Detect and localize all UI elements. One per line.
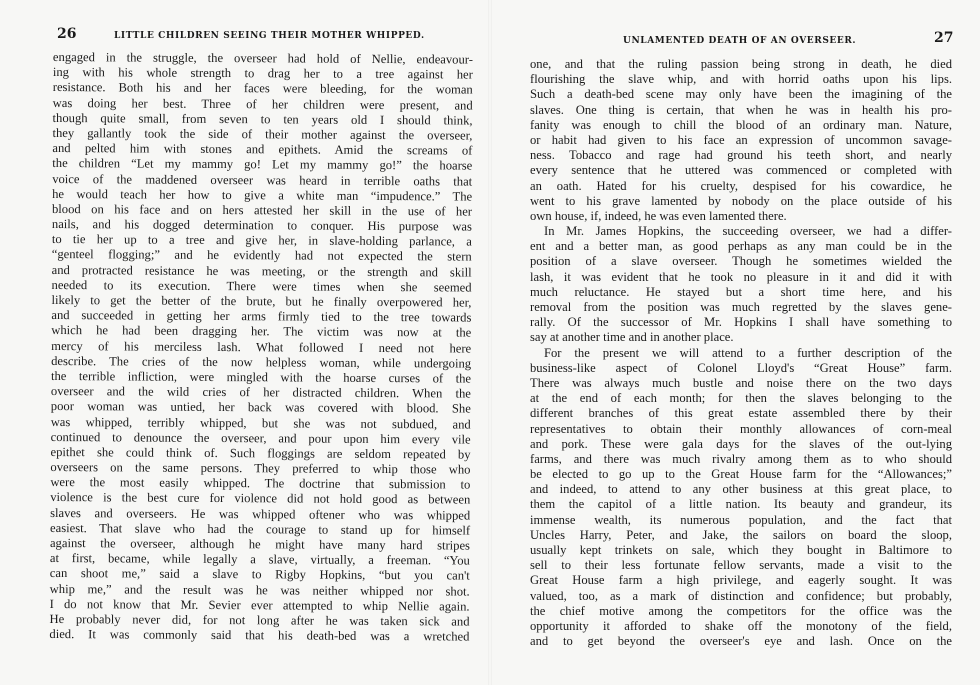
text-line: own house, if, indeed, he was even lamented there. <box>530 208 787 223</box>
text-line: sell to their less fortunate fellow servants, made a visit to the <box>530 558 952 573</box>
text-line: engaged in the struggle, the overseer had hold of Nellie, endeavour- <box>52 50 473 67</box>
text-line: and pork. These were gala days for the slaves of the out-lying <box>530 436 952 451</box>
text-line: died. It was commonly said that his death-bed was a wretched <box>49 627 470 644</box>
text-line: farms, and there was much rivalry among them as to who should <box>530 451 952 466</box>
text-line: different branches of this great estate assembled there by their <box>530 406 952 421</box>
text-line: were the most easily whipped. The doctrine that submission to <box>50 475 471 492</box>
text-line: ing with his whole strength to drag her to a tree against her <box>52 65 473 82</box>
text-line: mercy of his merciless lash. What followed I need not here <box>51 338 472 356</box>
text-line: poor woman was untied, her back was covered with blood. She <box>50 399 471 416</box>
text-line: removal from the position was much regretted by the slaves gene- <box>530 300 952 314</box>
text-line: and protracted resistance he was meeting, or the strength and skill <box>51 262 472 280</box>
text-line: went to his grave lamented by nobody on the place outside of his <box>530 193 952 208</box>
text-line: fanity was enough to chill the blood of an ordinary man. Nature, <box>530 117 952 132</box>
text-line: and to get beyond the overseer's eye and lash. Once on the <box>530 634 952 649</box>
text-line: lash, it was evident that he took no pleasure in it and did it with <box>530 269 952 284</box>
text-line: was doing her best. Three of her children were present, and <box>52 95 473 113</box>
text-line: ent and a better man, as good perhaps as any man could be in the <box>530 239 952 254</box>
text-line: Great House farm a high privilege, and eagerly sought. It was <box>530 573 952 588</box>
text-line: nails, and his dogged determination to conquer. His purpose was <box>51 217 472 234</box>
text-line: the chief motive among the competitors for the office was the <box>530 603 952 618</box>
text-line: they gallantly took the side of their mother against the overseer, <box>52 125 473 143</box>
text-line: whip me,” and the result was he was neither whipped nor shot. <box>49 581 470 599</box>
body-text <box>49 50 473 645</box>
text-line: For the present we will attend to a further description of the <box>544 345 952 360</box>
running-title: UNLAMENTED DEATH OF AN OVERSEER. <box>623 36 857 46</box>
text-line: was whipped, terribly whipped, but she was not subdued, and <box>50 414 471 432</box>
text-line: overseer and the wild cries of her distracted children. When the <box>50 384 471 401</box>
text-line: business-like aspect of Colonel Lloyd's “Great House” farm. <box>530 360 952 375</box>
text-line: he would teach her how to give a white man “impudence.” The <box>52 186 473 204</box>
text-line: violence is the best cure for violence did not hold good as between <box>50 490 471 507</box>
running-title: LITTLE CHILDREN SEEING THEIR MOTHER WHIPPED. <box>114 31 425 41</box>
text-line: and indeed, to attend to any other business at this great place, to <box>530 482 952 497</box>
text-line: be elected to go up to the Great House farm for the “Allowances;” <box>530 467 952 482</box>
text-line: “genteel flogging;” and he evidently had not expected the stern <box>51 247 472 264</box>
text-line: which he had been dragging her. The victim was now at the <box>51 323 472 340</box>
text-line: at the end of each month; for then the slaves belonging to the <box>530 391 952 406</box>
text-line: usually kept trinkets on sale, which they bought in Baltimore to <box>530 543 952 557</box>
text-line: immense wealth, its numerous population, and the fact that <box>530 512 952 527</box>
text-line: ness. Tobacco and rage had ground his teeth short, and nearly <box>530 148 952 163</box>
text-line: blood on his face and on hers attested her skill in the use of her <box>51 201 473 219</box>
text-line: can shoot me,” said a slave to Rigby Hopkins, “but you can't <box>49 566 470 583</box>
text-line: describe. The cries of the now helpless woman, while undergoing <box>51 353 472 371</box>
text-line: rally. Of the successor of Mr. Hopkins I shall have something to <box>530 315 952 330</box>
text-line: much reluctance. He stayed but a short time here, and his <box>530 284 952 299</box>
text-line: He probably never did, for not long after he was taken sick and <box>49 611 470 629</box>
text-line: There was always much bustle and noise there on the two days <box>530 375 952 390</box>
text-line: position of a slave overseer. Though he sometimes wielded the <box>530 254 952 269</box>
text-line: and succeeded in getting her arms firmly tied to the tree towards <box>51 308 472 325</box>
text-line: though quite small, from seven to ten years old I should think, <box>52 110 473 128</box>
text-line: voice of the maddened overseer was heard in terrible oaths that <box>52 171 473 189</box>
text-line: or habit had given to his face an expression of uncommon savage- <box>530 132 952 147</box>
text-line: an oath. Hated for his cruelty, despised for his cowardice, he <box>530 178 952 193</box>
text-line: the terrible infliction, were mingled with the hoarse curses of the <box>50 368 472 386</box>
text-line: needed to its execution. There were times when she seemed <box>51 277 472 295</box>
text-line: In Mr. James Hopkins, the succeeding overseer, we had a differ- <box>544 224 952 239</box>
text-line: one, and that the ruling passion being strong in death, he died <box>530 57 952 71</box>
text-line: at first, became, while legally a slave, virtually, a freeman. “You <box>49 551 470 568</box>
text-line: against the overseer, although he might have many hard stripes <box>49 535 471 553</box>
text-line: say at another time and in another place. <box>530 330 734 345</box>
text-line: easiest. That slave who had the courage to stand up for himself <box>50 520 471 538</box>
right-page <box>490 0 980 685</box>
text-line: to tie her up to a tree and give her, in slave-holding parlance, a <box>51 232 472 249</box>
text-line: slaves. One thing is certain, that when he was in health his pro- <box>530 102 952 117</box>
page-number: 27 <box>934 30 954 46</box>
text-line: Such a death-bed scene may only have been the imagining of the <box>530 87 952 102</box>
text-line: resistance. Both his and her faces were bleeding, for the woman <box>52 80 473 97</box>
text-line: them the capitol of a little nation. Its beauty and grandeur, its <box>530 497 952 512</box>
text-line: epithet she could think of. Such floggings are seldom repeated by <box>50 444 471 462</box>
page-number: 26 <box>57 26 77 42</box>
text-line: flourishing the slave whip, and with horrid oaths upon his lips. <box>530 72 952 87</box>
text-line: overseers on the same persons. They preferred to whip those who <box>50 460 471 477</box>
text-line: every sentence that he uttered was commenced or completed with <box>530 163 952 178</box>
text-line: continued to denounce the overseer, and pour upon him every vile <box>50 429 471 447</box>
text-line: likely to get the better of the brute, but he finally overpowered her, <box>51 292 472 310</box>
text-line: opportunity it afforded to shake off the monotony of the field, <box>530 618 952 633</box>
text-line: the children “Let my mammy go! Let my mammy go!” the hoarse <box>52 156 473 173</box>
text-line: valued, too, as a mark of distinction and confidence; but probably, <box>530 588 952 603</box>
text-line: representatives to obtain their monthly allowances of corn-meal <box>530 421 952 436</box>
text-line: and pelted him with stones and epithets. Amid the screams of <box>52 141 473 158</box>
text-line: I do not know that Mr. Sevier ever attempted to whip Nellie again. <box>49 596 470 614</box>
text-line: slaves and overseers. He was whipped oftener who was whipped <box>50 505 471 523</box>
text-line: Uncles Harry, Peter, and Jake, the sailors on board the sloop, <box>530 527 952 542</box>
body-text <box>530 57 952 649</box>
